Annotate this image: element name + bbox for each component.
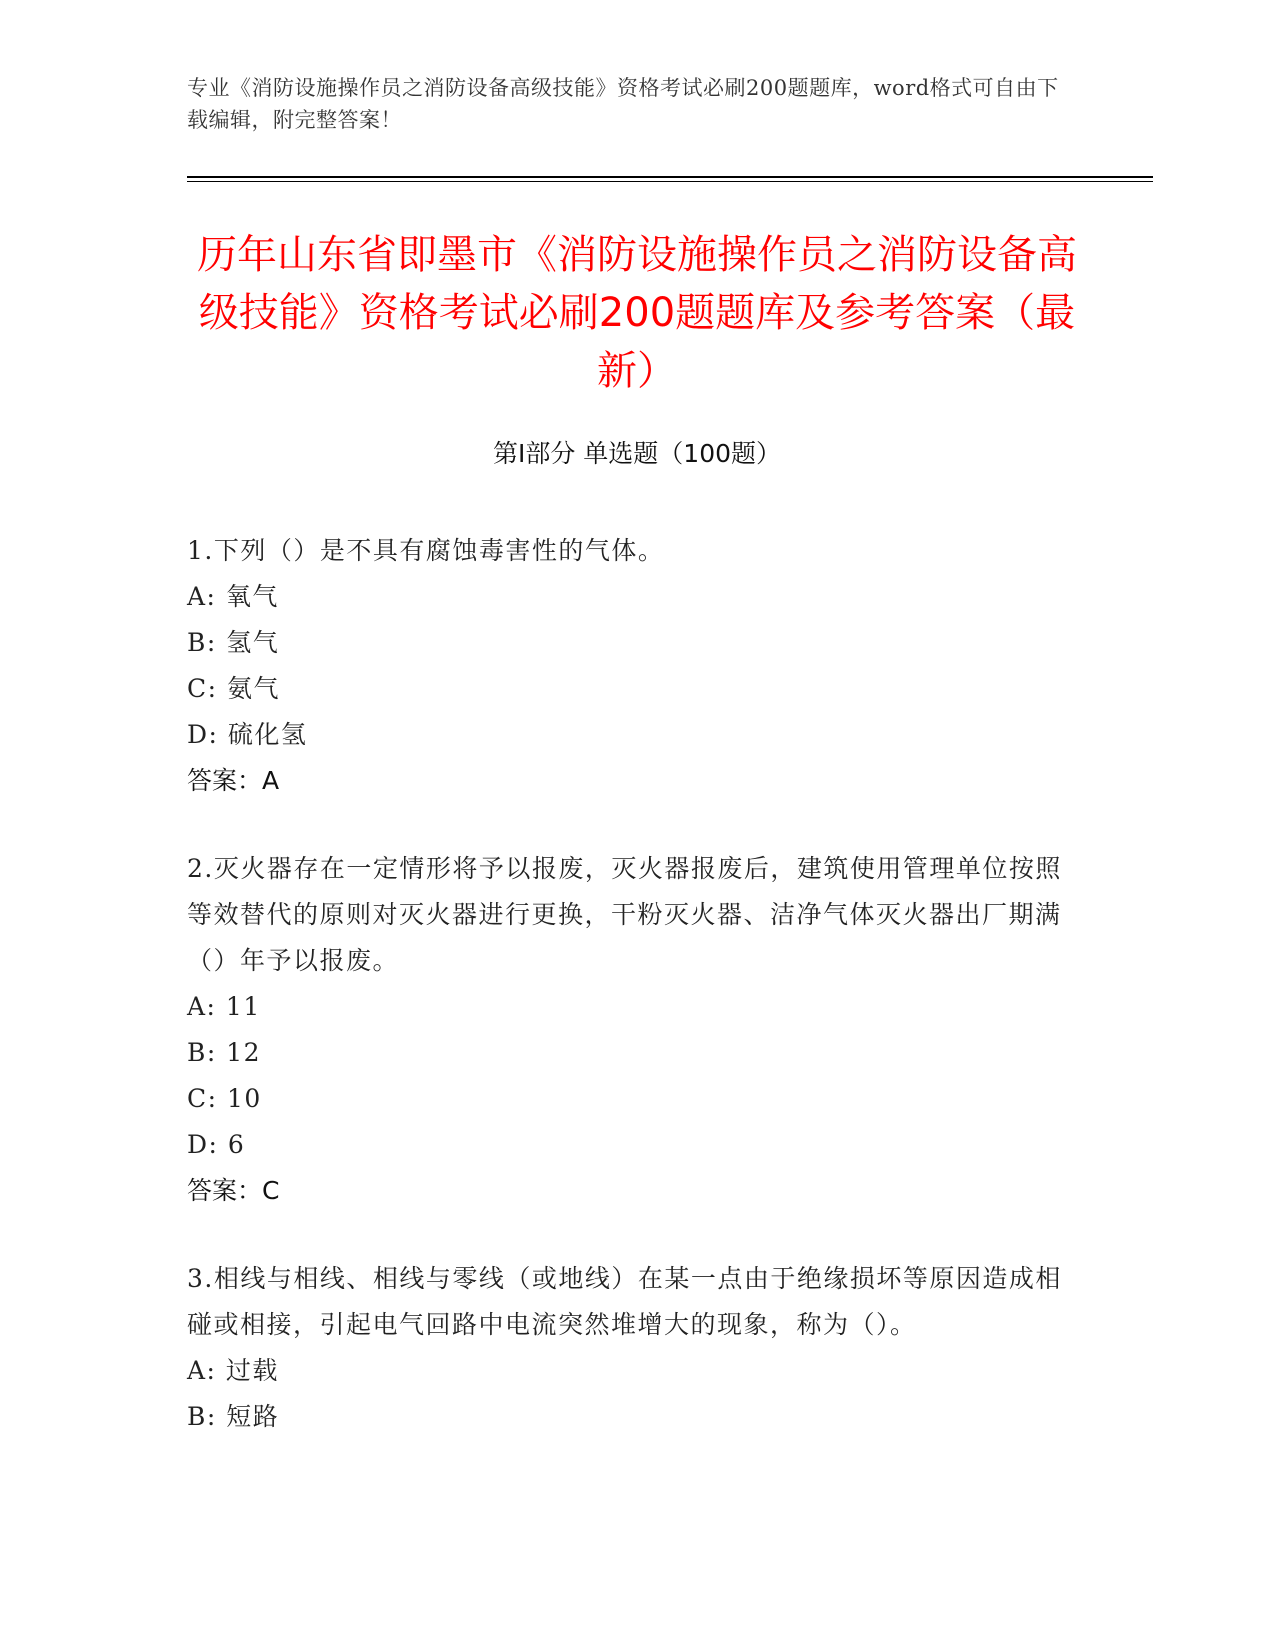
question-2 xyxy=(187,846,1067,1214)
question-list xyxy=(187,528,1067,1482)
question-3 xyxy=(187,1256,1067,1440)
option-b: B: 短路 xyxy=(187,1402,280,1431)
option-d: D: 6 xyxy=(187,1130,246,1159)
option-b: B: 12 xyxy=(187,1038,262,1067)
question-1 xyxy=(187,528,1067,804)
answer: 答案：A xyxy=(187,766,280,795)
option-c: C: 氨气 xyxy=(187,674,280,703)
option-b: B: 氢气 xyxy=(187,628,280,657)
question-stem: 2.灭火器存在一定情形将予以报废，灭火器报废后，建筑使用管理单位按照等效替代的原则对灭火器进行更换，干粉灭火器、洁净气体灭火器出厂期满（）年予以报废。 xyxy=(187,854,1062,975)
option-a: A: 11 xyxy=(187,992,261,1021)
option-a: A: 氧气 xyxy=(187,582,279,611)
option-d: D: 硫化氢 xyxy=(187,720,308,749)
question-stem: 1.下列（）是不具有腐蚀毒害性的气体。 xyxy=(187,536,665,565)
section-title: 第Ⅰ部分 单选题（100题） xyxy=(492,439,782,468)
option-a: A: 过载 xyxy=(187,1356,279,1385)
question-stem: 3.相线与相线、相线与零线（或地线）在某一点由于绝缘损坏等原因造成相碰或相接，引起电气回路中电流突然堆增大的现象，称为（）。 xyxy=(187,1264,1062,1339)
option-c: C: 10 xyxy=(187,1084,262,1113)
header-note: 专业《消防设施操作员之消防设备高级技能》资格考试必刷200题题库，word格式可自由下载编辑，附完整答案！ xyxy=(187,76,1059,132)
document-title: 历年山东省即墨市《消防设施操作员之消防设备高级技能》资格考试必刷200题题库及参考答案（最新） xyxy=(197,232,1077,394)
answer: 答案：C xyxy=(187,1176,280,1205)
header-divider-thin xyxy=(187,181,1153,182)
header-divider-thick xyxy=(187,176,1153,178)
